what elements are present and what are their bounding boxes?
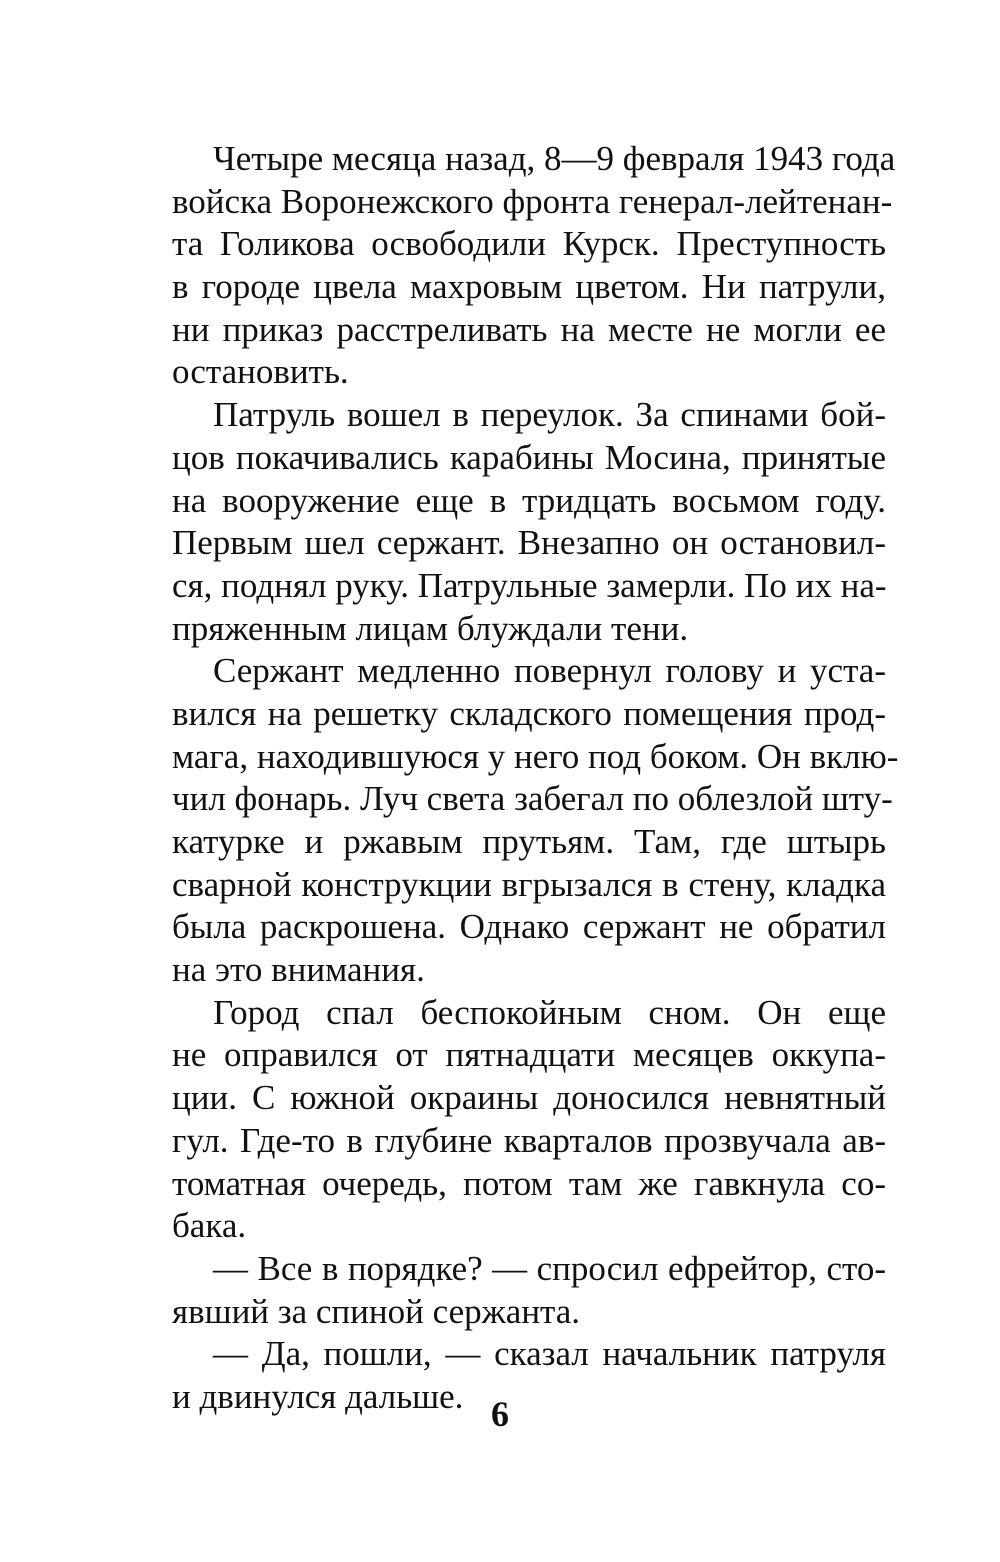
text-line: томатная очередь, потом там же гавкнула со-	[172, 1163, 886, 1203]
text-line: Сержант медленно повернул голову и уста-	[213, 651, 886, 691]
text-line: бака.	[172, 1206, 247, 1246]
text-line: ни приказ расстреливать на месте не могли ее	[172, 309, 886, 349]
text-line: гул. Где-то в глубине кварталов прозвучала ав-	[172, 1120, 886, 1160]
text-line: и двинулся дальше.	[172, 1376, 464, 1416]
body-text	[172, 138, 899, 1419]
paragraph-4	[172, 992, 886, 1248]
text-line: Патруль вошел в переулок. За спинами бой-	[213, 395, 886, 435]
text-line: остановить.	[172, 352, 349, 392]
text-line: ции. С южной окраины доносился невнятный	[172, 1078, 886, 1118]
text-line: Первым шел сержант. Внезапно он остановил-	[172, 523, 886, 563]
text-line: ся, поднял руку. Патрульные замерли. По их на-	[172, 565, 887, 605]
text-line: — Все в порядке? — спросил ефрейтор, сто-	[213, 1248, 886, 1288]
text-line: — Да, пошли, — сказал начальник патруля	[213, 1334, 886, 1374]
text-line: сварной конструкции вгрызался в стену, кладка	[172, 864, 886, 904]
text-line: цов покачивались карабины Мосина, принятые	[172, 437, 886, 477]
text-line: войска Воронежского фронта генерал-лейтенан-	[172, 181, 893, 221]
text-line: Город спал беспокойным сном. Он еще	[213, 992, 886, 1032]
text-line: пряженным лицам блуждали тени.	[172, 608, 689, 648]
paragraph-3	[172, 650, 899, 992]
text-line: явший за спиной сержанта.	[172, 1291, 581, 1331]
text-line: Четыре месяца назад, 8—9 февраля 1943 года	[213, 139, 896, 178]
paragraph-2	[172, 394, 886, 650]
text-line: мага, находившуюся у него под боком. Он вклю-	[172, 736, 899, 776]
text-line: была раскрошена. Однако сержант не обратил	[172, 907, 886, 947]
text-line: чил фонарь. Луч света забегал по облезлой шту-	[172, 779, 893, 819]
text-line: та Голикова освободили Курск. Преступность	[172, 224, 886, 264]
paragraph-1	[172, 138, 896, 394]
text-line: в городе цвела махровым цветом. Ни патрули,	[172, 267, 886, 307]
text-line: вился на решетку складского помещения прод-	[172, 693, 886, 733]
text-line: катурке и ржавым прутьям. Там, где штырь	[172, 822, 886, 861]
text-line: на вооружение еще в тридцать восьмом году.	[172, 480, 886, 520]
text-line: не оправился от пятнадцати месяцев оккупа-	[172, 1035, 886, 1075]
page-number: 6	[491, 1394, 509, 1434]
text-line: на это внимания.	[172, 950, 425, 990]
paragraph-5-dialogue	[172, 1248, 886, 1333]
